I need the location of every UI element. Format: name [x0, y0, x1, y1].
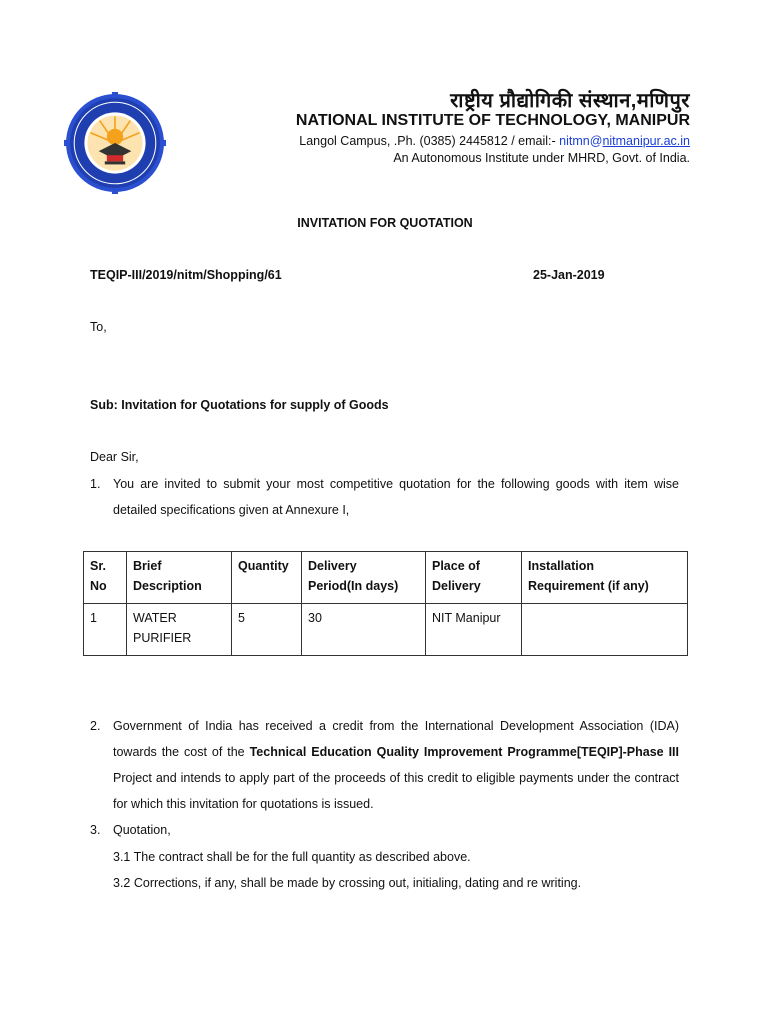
paragraph-2-text: Government of India has received a credit from the International Development Association (IDA) towards the cost of the Technical Education Quality Improvement Programme[TEQIP]-Phase III Project and intends to apply part of the proceeds of this credit to eligible payments under the contract for which this invitation for quotations is issued. — [113, 719, 679, 811]
header-installation: Installation Requirement (if any) — [522, 552, 688, 604]
clause-3-2: 3.2 Corrections, if any, shall be made by crossing out, initialing, dating and re writing. — [113, 876, 582, 890]
institute-name: NATIONAL INSTITUTE OF TECHNOLOGY, MANIPUR — [295, 112, 690, 129]
institute-seal-icon — [64, 92, 166, 194]
cell-description: WATER PURIFIER — [127, 604, 232, 656]
goods-table — [83, 551, 688, 656]
address-line — [299, 134, 690, 148]
cell-installation — [522, 604, 688, 656]
autonomous-line: An Autonomous Institute under MHRD, Govt. of India. — [393, 151, 690, 165]
clause-3-1: 3.1 The contract shall be for the full quantity as described above. — [113, 850, 471, 864]
paragraph-3-number: 3. — [90, 823, 101, 837]
seal-center — [87, 115, 142, 170]
cell-sr-no: 1 — [84, 604, 127, 656]
email-domain-link[interactable]: nitmanipur.ac.in — [602, 134, 690, 148]
document-date: 25-Jan-2019 — [533, 268, 605, 282]
paragraph-1 — [90, 471, 679, 523]
cell-quantity: 5 — [232, 604, 302, 656]
header-delivery-period: Delivery Period(In days) — [302, 552, 426, 604]
header-description: Brief Description — [127, 552, 232, 604]
cell-place: NIT Manipur — [426, 604, 522, 656]
cell-delivery-period: 30 — [302, 604, 426, 656]
addressee-line: To, — [90, 320, 107, 334]
paragraph-1-number: 1. — [90, 477, 101, 491]
paragraph-1-text: You are invited to submit your most competitive quotation for the following goods with item wise detailed specifications given at Annexure I, — [113, 477, 679, 517]
table-row — [84, 604, 688, 656]
paragraph-3 — [90, 817, 679, 843]
paragraph-3-text: Quotation, — [113, 823, 171, 837]
header-place: Place of Delivery — [426, 552, 522, 604]
salutation: Dear Sir, — [90, 450, 139, 464]
paragraph-2-number: 2. — [90, 719, 101, 733]
email-user: nitmn@ — [559, 134, 603, 148]
paragraph-2 — [90, 713, 679, 817]
institute-name-hindi: राष्ट्रीय प्रौद्योगिकी संस्थान,मणिपुर — [450, 90, 690, 112]
header-sr-no: Sr. No — [84, 552, 127, 604]
header-quantity: Quantity — [232, 552, 302, 604]
document-title: INVITATION FOR QUOTATION — [297, 216, 473, 230]
address-text: Langol Campus, .Ph. (0385) 2445812 / email:- — [299, 134, 560, 148]
programme-name: Technical Education Quality Improvement Programme[TEQIP]-Phase III — [249, 745, 679, 759]
table-header-row — [84, 552, 688, 604]
subject-line: Sub: Invitation for Quotations for supply of Goods — [90, 398, 389, 412]
reference-number: TEQIP-III/2019/nitm/Shopping/61 — [90, 268, 282, 282]
